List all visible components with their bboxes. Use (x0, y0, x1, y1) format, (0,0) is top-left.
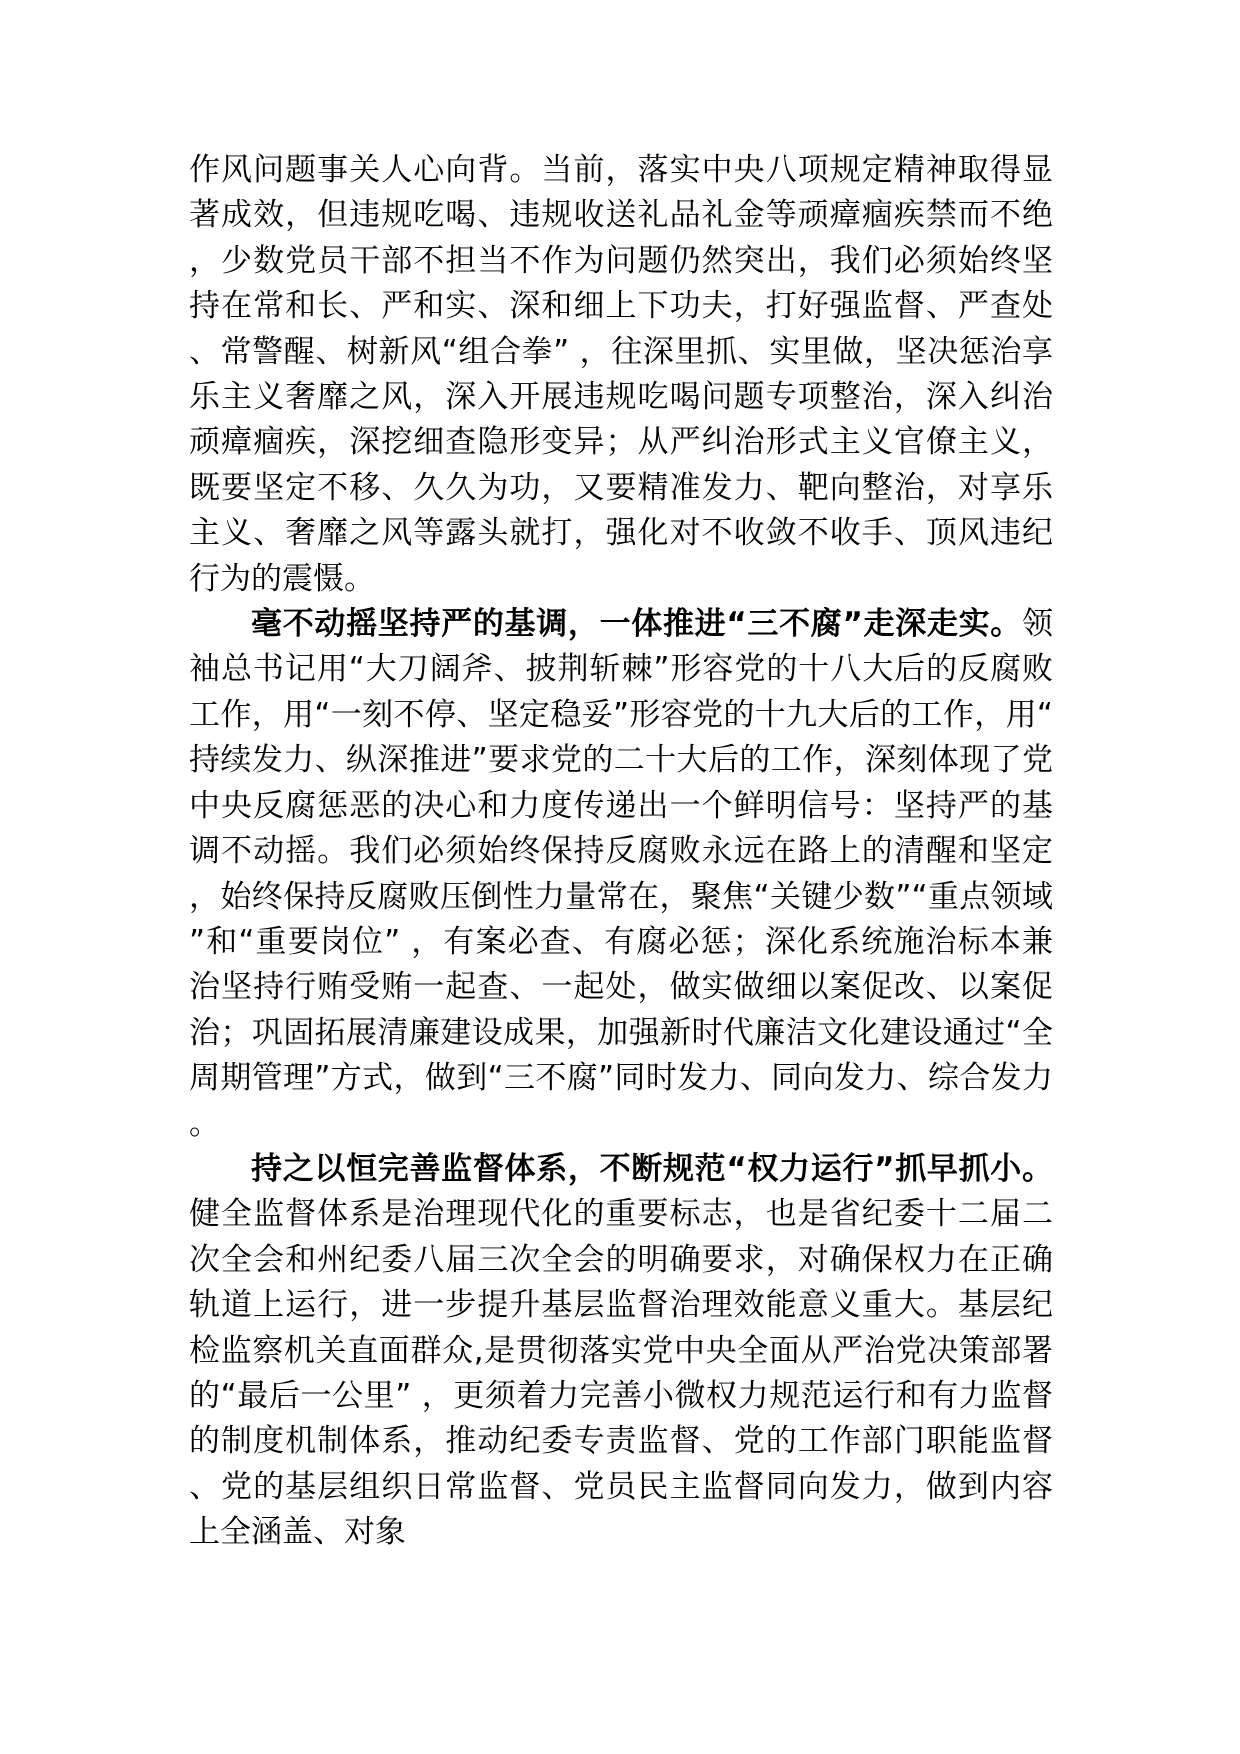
paragraph-1 (189, 148, 1053, 602)
paragraph-1-text: 作风问题事关人心向背。当前，落实中央八项规定精神取得显著成效，但违规吃喝、违规收送礼品礼金等顽瘴痼疾禁而不绝，少数党员干部不担当不作为问题仍然突出，我们必须始终坚持在常和长、严和实、深和细上下功夫，打好强监督、严查处、常警醒、树新风“组合拳” ，往深里抓、实里做，坚决惩治享乐主义奢靡之风，深入开展违规吃喝问题专项整治，深入纠治顽瘴痼疾，深挖细查隐形变异；从严纠治形式主义官僚主义，既要坚定不移、久久为功，又要精准发力、靶向整治，对享乐主义、奢靡之风等露头就打，强化对不收敛不收手、顶风违纪行为的震慑。 (189, 152, 1053, 597)
paragraph-2 (189, 602, 1053, 1147)
paragraph-3-text: 健全监督体系是治理现代化的重要标志，也是省纪委十二届二次全会和州纪委八届三次全会的明确要求，对确保权力在正确轨道上运行，进一步提升基层监督治理效能意义重大。基层纪检监察机关直面群众,是贯彻落实党中央全面从严治党决策部署的“最后一公里” ，更须着力完善小微权力规范运行和有力监督的制度机制体系，推动纪委专责监督、党的工作部门职能监督、党的基层组织日常监督、党员民主监督同向发力，做到内容上全涵盖、对象 (189, 1196, 1053, 1551)
paragraph-2-text: 领袖总书记用“大刀阔斧、披荆斩棘”形容党的十八大后的反腐败工作，用“一刻不停、坚定稳妥”形容党的十九大后的工作，用“持续发力、纵深推进”要求党的二十大后的工作，深刻体现了党中央反腐惩恶的决心和力度传递出一个鲜明信号：坚持严的基调不动摇。我们必须始终保持反腐败永远在路上的清醒和坚定，始终保持反腐败压倒性力量常在，聚焦“关键少数”“重点领域”和“重要岗位” ，有案必查、有腐必惩；深化系统施治标本兼治坚持行贿受贿一起查、一起处，做实做细以案促改、以案促治；巩固拓展清廉建设成果，加强新时代廉洁文化建设通过“全周期管理”方式，做到“三不腐”同时发力、同向发力、综合发力。 (189, 606, 1053, 1142)
paragraph-3 (189, 1147, 1053, 1556)
paragraph-2-lead: 毫不动摇坚持严的基调，一体推进“三不腐”走深走实。 (251, 606, 1022, 643)
document-body (189, 148, 1053, 1556)
paragraph-3-lead: 持之以恒完善监督体系，不断规范“权力运行”抓早抓小。 (251, 1150, 1053, 1187)
